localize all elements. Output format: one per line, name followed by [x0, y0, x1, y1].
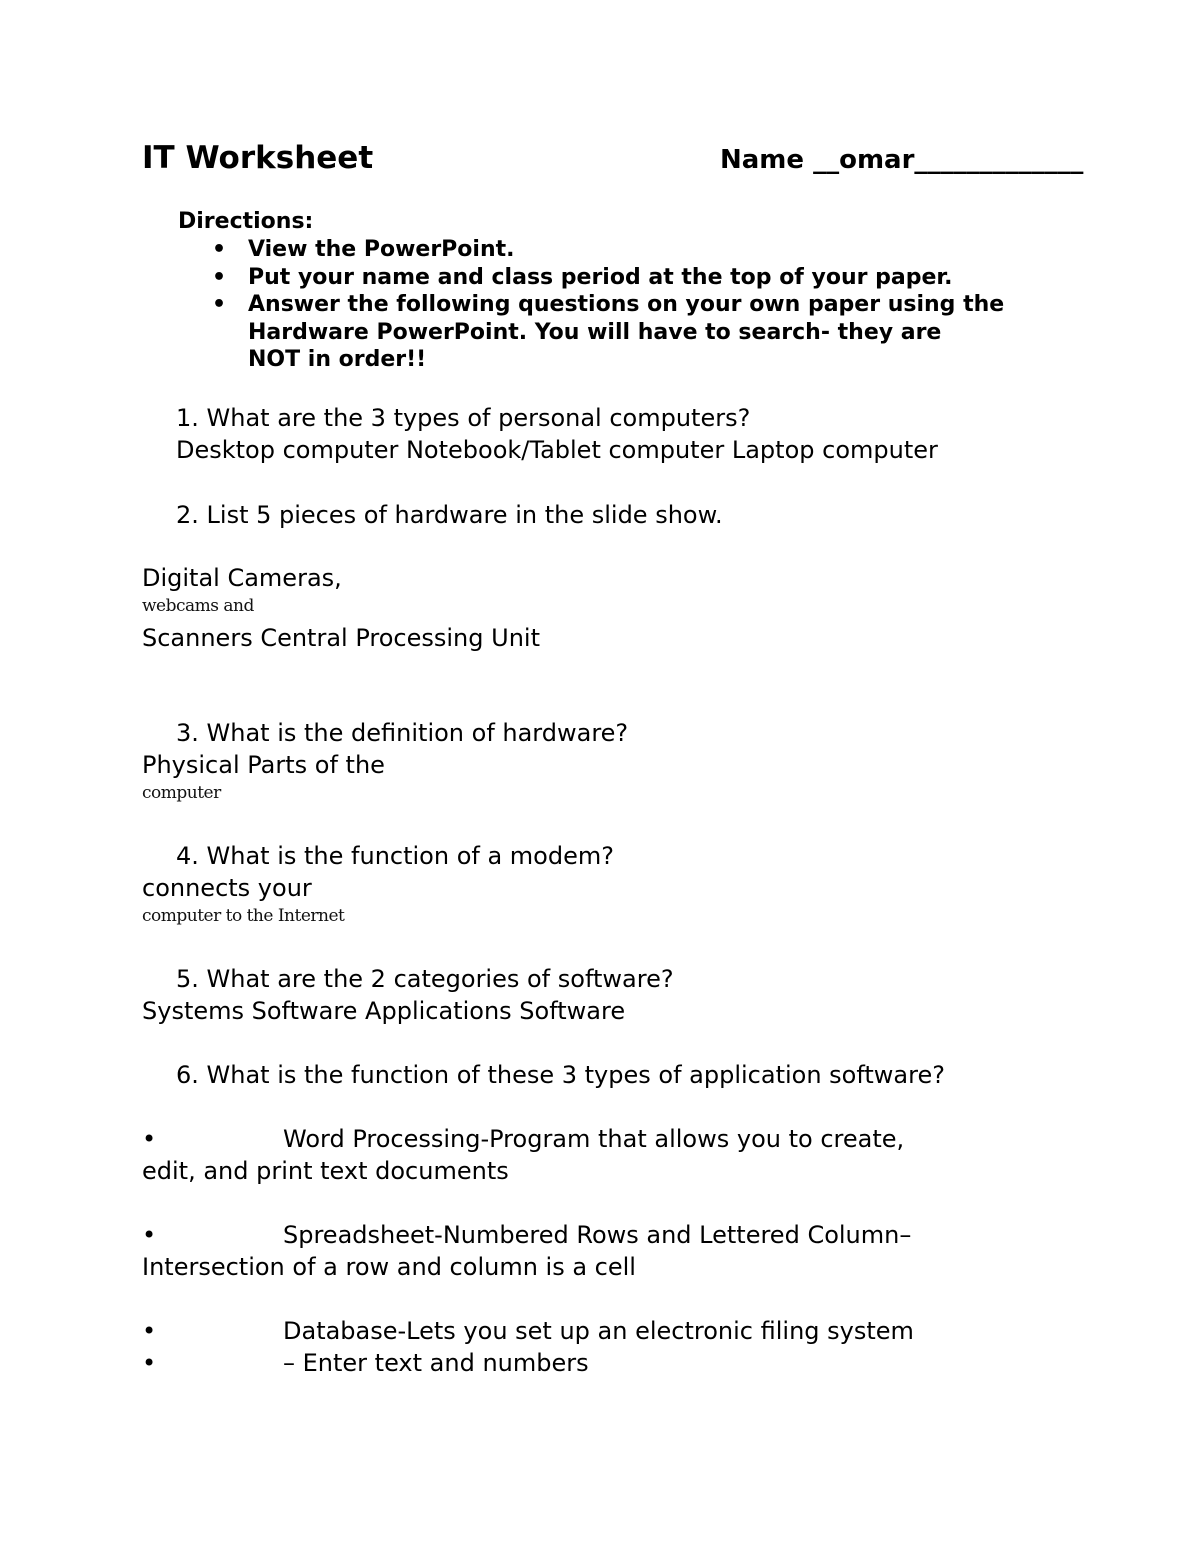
- bullet-icon: •: [142, 1125, 157, 1153]
- question-5: 5. What are the 2 categories of software?: [176, 965, 674, 993]
- directions-list: [178, 236, 1078, 374]
- name-field: [720, 145, 1083, 175]
- question-6: 6. What is the function of these 3 types of application software?: [176, 1061, 945, 1089]
- bullet-icon: •: [142, 1221, 157, 1249]
- question-4: 4. What is the function of a modem?: [176, 842, 614, 870]
- question-3: 3. What is the definition of hardware?: [176, 719, 629, 747]
- bullet-icon: •: [212, 237, 227, 262]
- bullet-icon: •: [212, 292, 227, 317]
- answer-4-small: computer to the Internet: [142, 906, 345, 926]
- answer-4-line1: connects your: [142, 874, 312, 902]
- name-label: Name __: [720, 145, 840, 175]
- list-item: • – Enter text and numbers: [142, 1349, 589, 1377]
- worksheet-title: IT Worksheet: [142, 140, 374, 176]
- list-item: • Word Processing-Program that allows you to create, edit, and print text documents: [142, 1125, 905, 1185]
- directions-label: Directions:: [178, 209, 314, 234]
- answer-2-line2: Scanners Central Processing Unit: [142, 624, 540, 652]
- answer-5: Systems Software Applications Software: [142, 997, 626, 1025]
- question-2: 2. List 5 pieces of hardware in the slide show.: [176, 501, 723, 529]
- question-1: 1. What are the 3 types of personal computers?: [176, 404, 751, 432]
- list-item: • Database-Lets you set up an electronic filing system: [142, 1317, 914, 1345]
- answer-1: Desktop computer Notebook/Tablet computer Laptop computer: [176, 436, 938, 464]
- bullet-icon: •: [212, 264, 227, 290]
- directions-item: • Answer the following questions on your own paper using the Hardware PowerPoint. You will have to search- they are NOT in order!!: [212, 292, 1005, 372]
- answer-3-small: computer: [142, 783, 221, 803]
- name-value: omar: [839, 145, 915, 175]
- directions-item: • Put your name and class period at the top of your paper.: [212, 264, 953, 290]
- answer-2-small: webcams and: [142, 596, 254, 616]
- bullet-icon: •: [142, 1317, 157, 1345]
- list-item: • Spreadsheet-Numbered Rows and Lettered Column– Intersection of a row and column is a cell: [142, 1221, 912, 1281]
- bullet-icon: •: [142, 1349, 157, 1377]
- name-underline: _____________: [914, 145, 1084, 175]
- directions-item: • View the PowerPoint.: [212, 237, 515, 262]
- answer-3-line1: Physical Parts of the: [142, 751, 385, 779]
- answer-2-line1: Digital Cameras,: [142, 564, 342, 592]
